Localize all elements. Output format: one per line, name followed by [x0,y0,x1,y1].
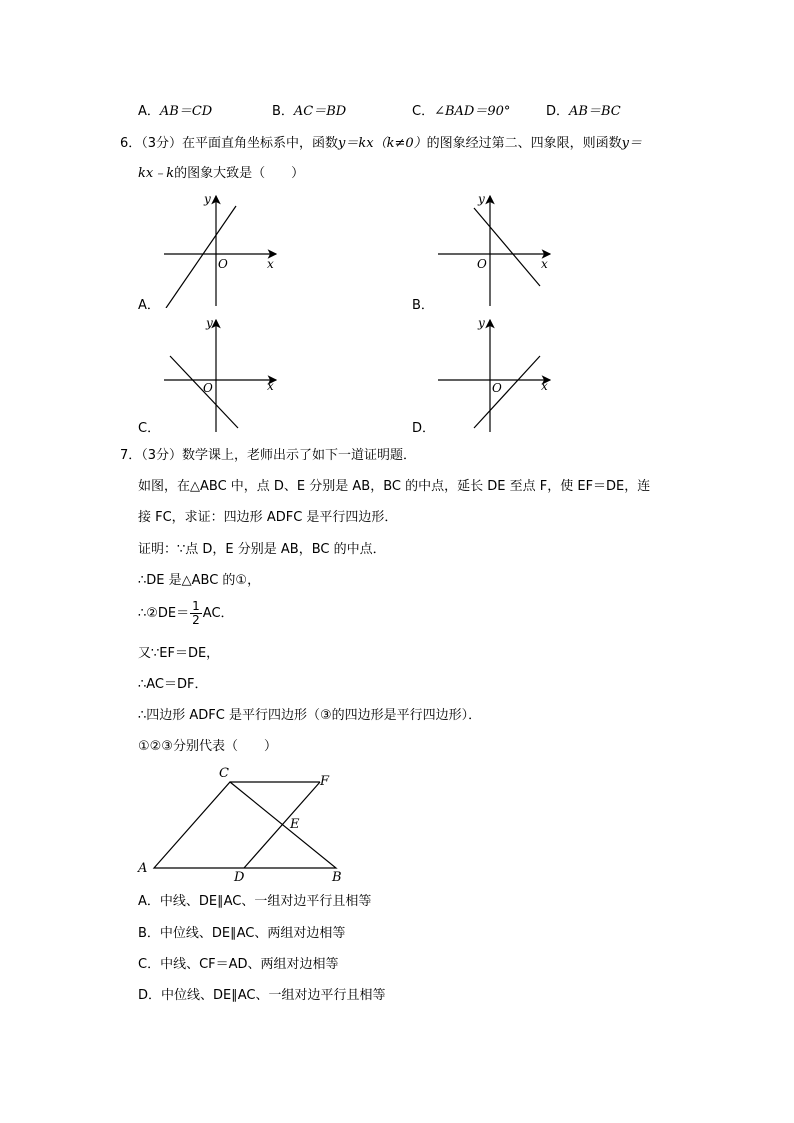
stem-text: 6．（3分）在平面直角坐标系中，函数 [120,136,339,151]
graph-c-label: C． [138,421,161,436]
parallelogram-figure [136,762,346,886]
origin-label: O [203,381,213,395]
q7-proof-line: 证明：∵点 D，E 分别是 AB，BC 的中点． [138,542,386,557]
y-label: y [204,192,211,206]
x-label: x [267,379,274,393]
point-c-label: C [219,766,229,781]
option-label: C． [412,104,435,119]
fraction [190,600,202,627]
q7-proof-line: ①②③分别代表（ ） [138,739,277,754]
graph-a [160,192,280,308]
q5-option-c [412,103,510,121]
graph-d-label: D． [412,421,436,436]
segment-df [244,782,320,868]
x-label: x [541,379,548,393]
graph-c [160,316,280,432]
q7-proof-line: ∴DE 是△ABC 的①， [138,573,261,588]
option-text: AB＝BC [569,104,621,119]
function-line [474,356,540,428]
option-label: A． [138,104,160,119]
option-label: D． [546,104,570,119]
option-text: AB＝CD [159,104,213,119]
point-f-label: F [320,774,330,789]
q7-problem-line1: 如图，在△ABC 中，点 D、E 分别是 AB，BC 的中点，延长 DE 至点 F，使 EF＝DE，连 [138,479,651,494]
q6-stem-line2 [138,165,304,183]
option-label: B． [272,104,294,119]
q7-proof-line: ∴AC＝DF． [138,677,208,692]
q5-option-a [138,103,212,121]
stem-text: 的图象大致是（ ） [174,166,305,181]
q6-stem-line1 [120,135,642,153]
graph-a-label: A． [138,298,160,313]
point-d-label: D [234,870,245,885]
y-label: y [478,192,485,206]
q7-option-a: A．中线、DE∥AC、一组对边平行且相等 [138,894,372,909]
q7-title: 7．（3分）数学课上，老师出示了如下一道证明题． [120,448,417,463]
q7-proof-line: ∴四边形 ADFC 是平行四边形（③的四边形是平行四边形）． [138,708,482,723]
proof-text: AC． [202,606,234,621]
q7-option-b: B．中位线、DE∥AC、两组对边相等 [138,926,346,941]
graph-b [434,192,554,308]
graph-d [434,316,554,432]
q7-option-d: D．中位线、DE∥AC、一组对边平行且相等 [138,988,386,1003]
stem-math: y＝kx（k≠0） [338,136,427,151]
proof-text: ∴②DE＝ [138,606,190,621]
option-text: AC＝BD [293,104,347,119]
origin-label: O [218,257,228,271]
option-text: ∠BAD＝90° [434,104,511,119]
denominator: 2 [192,613,200,627]
stem-math: kx﹣k [138,166,175,181]
point-b-label: B [332,870,342,885]
point-e-label: E [290,817,300,832]
y-label: y [478,316,485,330]
origin-label: O [492,381,502,395]
q5-option-d [546,103,621,121]
q7-problem-line2: 接 FC，求证：四边形 ADFC 是平行四边形． [138,510,398,525]
graph-b-label: B． [412,298,434,313]
point-a-label: A [138,861,148,876]
q7-proof-fraction-line [138,600,234,628]
q7-proof-line: 又∵EF＝DE， [138,646,220,661]
q7-option-c: C．中线、CF＝AD、两组对边相等 [138,957,339,972]
function-line [474,208,540,286]
x-label: x [541,257,548,271]
origin-label: O [477,257,487,271]
numerator: 1 [192,599,200,613]
stem-math: y＝ [621,136,643,151]
q5-option-b [272,103,346,121]
stem-text: 的图象经过第二、四象限，则函数 [426,136,622,151]
y-label: y [206,316,213,330]
x-label: x [267,257,274,271]
